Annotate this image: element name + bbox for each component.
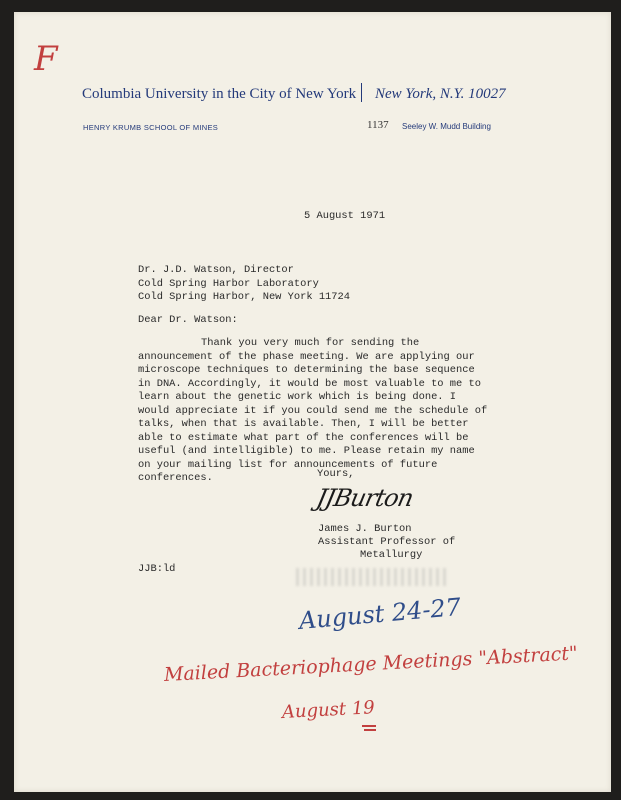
closing: Yours,	[317, 468, 355, 480]
signer-block	[318, 523, 455, 562]
underline-mark	[362, 725, 376, 727]
signer-name: James J. Burton	[318, 523, 412, 535]
letter-body	[138, 337, 488, 486]
letter-date: 5 August 1971	[304, 210, 386, 222]
address-line: Dr. J.D. Watson, Director	[138, 264, 294, 276]
mailed-note-annotation: Mailed Bacteriophage Meetings "Abstract"	[163, 642, 579, 686]
typist-initials: JJB:ld	[138, 563, 176, 575]
body-paragraph: Thank you very much for sending the announcement of the phase meeting. We are applying our microscope techniques to determining the base sequence in DNA. Accordingly, it would be most valuable to me to learn about the genetic work which is being done. I would appreciate it if you could send me the schedule of talks, when that is available. Then, I will be better able to estimate what part of the conferences will be useful (and intelligible) to me. Please retain my name on your mailing list for announcements of future conferences.	[138, 337, 488, 484]
signer-title-dept: Metallurgy	[360, 549, 423, 561]
underline-mark	[364, 729, 376, 731]
address-line: Cold Spring Harbor Laboratory	[138, 277, 319, 290]
letterhead-school: HENRY KRUMB SCHOOL OF MINES	[83, 123, 219, 132]
recipient-address	[138, 264, 350, 305]
letterhead-city: New York, N.Y. 10027	[375, 86, 506, 102]
university-name-rest: in the City of New York	[208, 86, 357, 102]
university-name: Columbia University	[82, 86, 209, 102]
stamp-smudge	[296, 568, 446, 586]
letterhead-divider	[361, 83, 362, 102]
salutation: Dear Dr. Watson:	[138, 314, 238, 326]
letterhead-room-number: 1137	[367, 119, 389, 131]
corner-mark-annotation: F	[34, 39, 58, 79]
mailed-date-annotation: August 19	[281, 697, 376, 723]
letterhead-university	[82, 86, 356, 103]
address-line: Cold Spring Harbor, New York 11724	[138, 291, 351, 303]
letterhead-building: Seeley W. Mudd Building	[402, 122, 491, 131]
date-range-annotation: August 24-27	[297, 592, 462, 635]
signer-title: Assistant Professor of	[318, 536, 456, 548]
signature: JJBurton	[314, 484, 416, 512]
letter-page	[14, 12, 611, 792]
